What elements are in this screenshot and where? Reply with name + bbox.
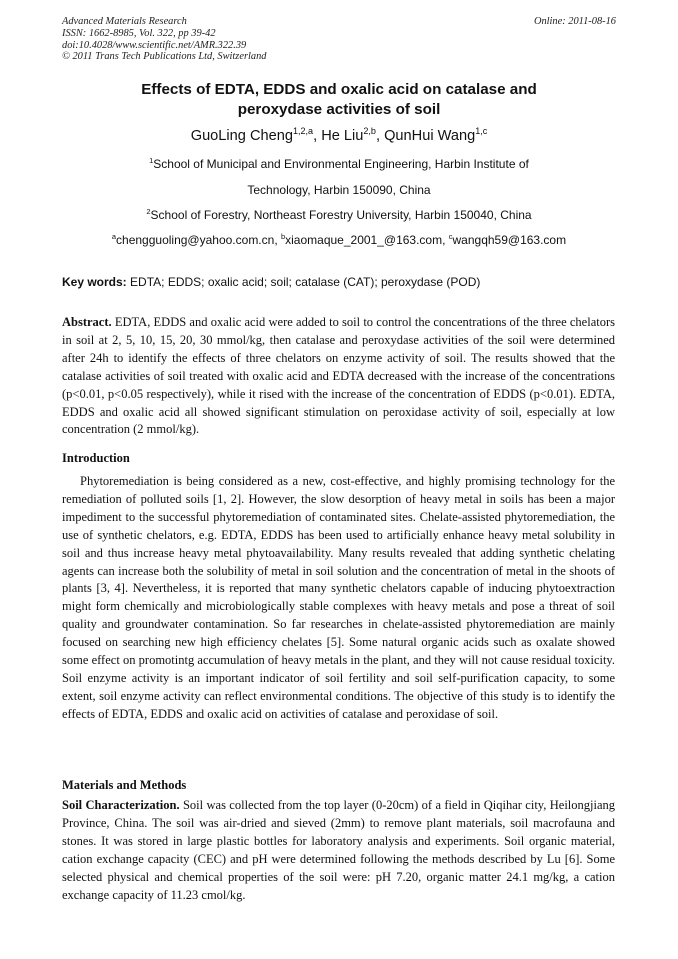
affiliation-sup: 2 — [146, 207, 151, 216]
journal-doi: doi:10.4028/www.scientific.net/AMR.322.39 — [62, 39, 247, 51]
author-name: GuoLing Cheng — [190, 128, 293, 144]
abstract-text: EDTA, EDDS and oxalic acid were added to soil to control the concentrations of the three chelators in soil at 2, 5, 10, 15, 20, 30 mmol/kg, then catalase and peroxydase activities of the soil were determined after 24h to identify the effects of three chelators on enzyme activity of soil. The results showed that the catalase activities of soil treated with oxalic acid and EDTA decreased with the increase of the concentrations (p<0.01, p<0.05 respectively), while it rised with the increase of the concentration of EDDS (p<0.01). EDTA, EDDS and oxalic acid all showed significant stimulation on peroxidase activity of soil, especially at low concentration (2 mmol/kg). — [62, 315, 615, 437]
author-name: QunHui Wang — [384, 128, 476, 144]
methods-heading: Materials and Methods — [62, 778, 187, 792]
abstract — [62, 314, 615, 439]
methods-text: Soil was collected from the top layer (0-20cm) of a field in Qiqihar city, Heilongjiang Province, China. The soil was air-dried and sieved (2mm) to remove plant materials, soil macrofauna and stones. It was stored in large plastic bottles for laboratory analysis and experiments. Soil organic material, cation exchange capacity (CEC) and pH were determined following the methods described by Lu [6]. Some selected physical and chemical properties of the soil were: pH 7.20, organic matter 24.1 mg/kg, a cation exchange capacity of 11.23 cmol/kg. — [62, 798, 616, 902]
online-date: Online: 2011-08-16 — [533, 16, 616, 27]
affiliation-2 — [40, 208, 638, 222]
email-address: xiaomaque_2001_@163.com — [285, 233, 443, 247]
author-sup: 2,b — [363, 126, 376, 137]
abstract-label: Abstract. — [62, 315, 112, 329]
affiliation-1-line-2: Technology, Harbin 150090, China — [247, 183, 431, 197]
introduction-heading: Introduction — [62, 451, 130, 465]
keywords — [62, 275, 480, 289]
author-list: GuoLing Cheng$^{1,2,a}$, He Liu$^{2,b}$, QunHui Wang$^{1,c}$ — [190, 126, 488, 144]
affiliation-sup: 1 — [149, 156, 154, 165]
author-name: He Liu — [321, 128, 364, 144]
email-sup: b — [281, 232, 286, 241]
paper-title — [40, 80, 638, 120]
affiliation-text: School of Forestry, Northeast Forestry University, Harbin 150040, China — [150, 208, 532, 222]
methods-paragraph — [62, 797, 615, 904]
journal-name: Advanced Materials Research — [62, 16, 187, 27]
journal-header — [62, 16, 266, 63]
methods-sub-label: Soil Characterization. — [62, 798, 180, 812]
title-line-2: peroxydase activities of soil — [237, 101, 441, 118]
author-sup: 1,2,a — [292, 126, 314, 137]
author-sup: 1,c — [475, 126, 488, 137]
email-address: wangqh59@163.com — [452, 233, 567, 247]
keywords-label: Key words: — [62, 275, 127, 289]
journal-copyright: © 2011 Trans Tech Publications Ltd, Switzerland — [62, 51, 267, 63]
introduction-text: Phytoremediation is being considered as a new, cost-effective, and highly promising technology for the remediation of polluted soils [1, 2]. However, the slow desorption of heavy metal in soils has been a major impediment to the successful phytoremediation of contaminated sites. Chelate-assisted phytoremediation, the use of synthetic chelators, e.g. EDTA, EDDS has been used to artificially enhance heavy metal solubility in soil and thus increase heavy metal phytoavailability. Many results revealed that adding synthetic chelating agents can increase both the solubility of metal in soil solution and the concentration of metal in the shoots of plants [3, 4]. Nevertheless, it is reported that many synthetic chelators capable of inducing phytoextraction might form chemically and microbiologically stable complexes with heavy metals and pose a threat of soil quality and groundwater contamination. So far researches in chelate-assisted phytoremediation are mainly focused on searching new high efficiency chelates [5]. Some natural organic acids such as oxalate showed some effect on promotintg accumulation of heavy metals in the plant, and they will not cause residual toxicity. Soil enzyme activity is an important indicator of soil fertility and soil self-purification capacity, to some extent, soil enzyme activity can reflect environmental conditions. The objective of this study is to identify the effects of EDTA, EDDS and oxalic acid on activities of catalase and peroxidase of soil. — [62, 474, 615, 721]
email-list: $^a$chengguoling@yahoo.com.cn, $^b$xiaomaque_2001_@163.com, $^c$wangqh59@163.com — [111, 232, 567, 247]
email-address: chengguoling@yahoo.com.cn — [116, 233, 275, 247]
title-line-1: Effects of EDTA, EDDS and oxalic acid on catalase and — [141, 81, 537, 98]
email-sup: c — [448, 232, 453, 241]
keywords-text: EDTA; EDDS; oxalic acid; soil; catalase (CAT); peroxydase (POD) — [130, 275, 481, 289]
affiliation-1 — [40, 157, 638, 171]
affiliation-text: School of Municipal and Environmental Engineering, Harbin Institute of — [153, 157, 529, 171]
journal-issn: ISSN: 1662-8985, Vol. 322, pp 39-42 — [62, 27, 216, 39]
email-sup: a — [111, 232, 117, 241]
